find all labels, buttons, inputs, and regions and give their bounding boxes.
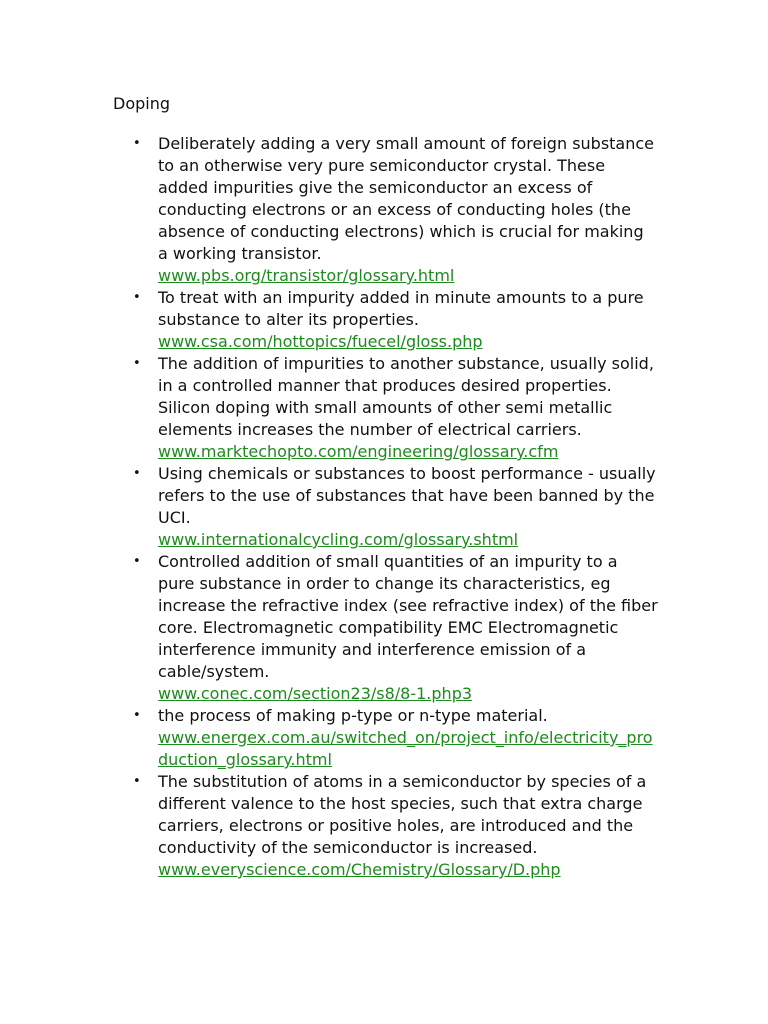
list-item <box>0 353 658 463</box>
bullet-icon: • <box>133 356 141 371</box>
definition-text: Controlled addition of small quantities of an impurity to a pure substance in order to change its characteristics, eg increase the refractive index (see refractive index) of the fiber core. Electromagnetic compatibility EMC Electromagnetic interference immunity and interference emission of a cable/system. <box>158 552 658 681</box>
definition-text: To treat with an impurity added in minute amounts to a pure substance to alter its properties. <box>158 288 644 329</box>
list-item <box>0 771 658 881</box>
list-item <box>0 287 658 353</box>
source-link[interactable]: www.pbs.org/transistor/glossary.html <box>158 266 455 285</box>
bullet-icon: • <box>133 290 141 305</box>
source-link[interactable]: www.conec.com/section23/s8/8-1.php3 <box>158 684 473 703</box>
list-item <box>0 463 658 551</box>
list-item <box>0 133 658 287</box>
list-item <box>0 551 658 705</box>
definition-text: The substitution of atoms in a semiconductor by species of a different valence to the host species, such that extra charge carriers, electrons or positive holes, are introduced and the conductivity of the semiconductor is increased. <box>158 772 647 857</box>
definition-text: the process of making p-type or n-type material. <box>158 706 548 725</box>
definition-list <box>0 133 768 881</box>
source-link[interactable]: www.internationalcycling.com/glossary.shtml <box>158 530 519 549</box>
bullet-icon: • <box>133 554 141 569</box>
definition-text: The addition of impurities to another substance, usually solid, in a controlled manner that produces desired properties. Silicon doping with small amounts of other semi metallic elements increases the number of electrical carriers. <box>158 354 654 439</box>
page-title: Doping <box>113 94 171 113</box>
source-link[interactable]: www.everyscience.com/Chemistry/Glossary/D.php <box>158 860 561 879</box>
bullet-icon: • <box>133 708 141 723</box>
list-item <box>0 705 658 771</box>
definition-text: Using chemicals or substances to boost performance - usually refers to the use of substances that have been banned by the UCI. <box>158 464 656 527</box>
source-link[interactable]: www.csa.com/hottopics/fuecel/gloss.php <box>158 332 483 351</box>
bullet-icon: • <box>133 136 141 151</box>
bullet-icon: • <box>133 774 141 789</box>
source-link[interactable]: www.energex.com.au/switched_on/project_info/electricity_production_glossary.html <box>158 728 653 769</box>
source-link[interactable]: www.marktechopto.com/engineering/glossary.cfm <box>158 442 559 461</box>
bullet-icon: • <box>133 466 141 481</box>
definition-text: Deliberately adding a very small amount of foreign substance to an otherwise very pure semiconductor crystal. These added impurities give the semiconductor an excess of conducting electrons or an excess of conducting holes (the absence of conducting electrons) which is crucial for making a working transistor. <box>158 134 655 263</box>
